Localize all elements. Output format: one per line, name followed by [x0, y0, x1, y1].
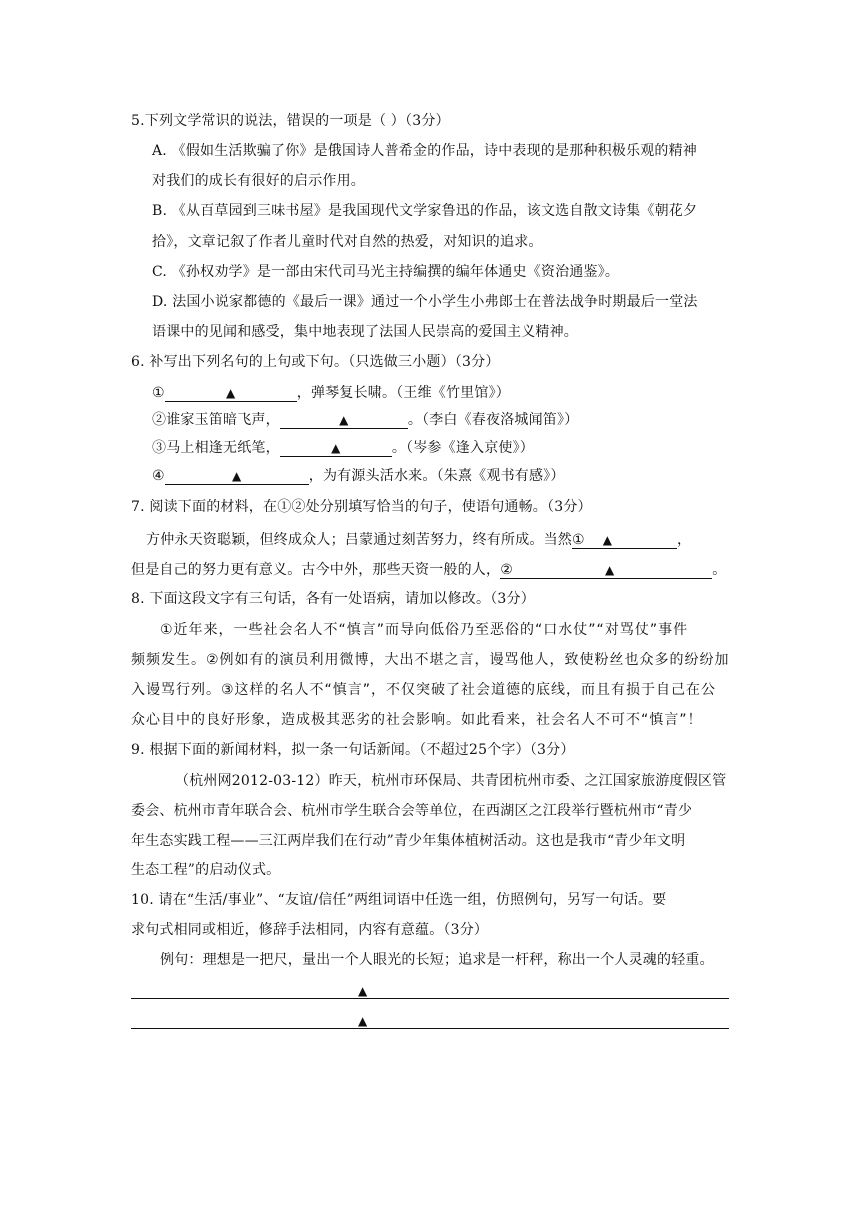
q5-option-a-line1: A. 《假如生活欺骗了你》是俄国诗人普希金的作品，诗中表现的是那种积极乐观的精神 — [152, 143, 698, 159]
q8-passage-line1: ①近年来，一些社会名人不“慎言”而导向低俗乃至恶俗的“口水仗”“对骂仗”事件 — [160, 622, 689, 638]
triangle-marker-icon: ▲ — [331, 441, 341, 455]
q7-stem: 7. 阅读下面的材料，在①②处分别填写恰当的句子，使语句通畅。（3分） — [131, 499, 592, 515]
q6-item-2 — [152, 410, 578, 430]
q7-blank-1-number: ① — [572, 532, 585, 548]
q6-answer-blank-3[interactable] — [280, 440, 392, 457]
q9-news-line1: （杭州网2012-03-12）昨天，杭州市环保局、共青团杭州市委、之江国家旅游度假区管 — [175, 773, 727, 789]
q6-item-3-prefix: ③马上相逢无纸笔， — [152, 440, 280, 456]
triangle-marker-icon: ▲ — [358, 1014, 368, 1028]
q9-stem: 9. 根据下面的新闻材料，拟一条一句话新闻。（不超过25个字）（3分） — [131, 742, 575, 758]
q10-answer-line-2[interactable] — [131, 1028, 729, 1029]
triangle-marker-icon: ▲ — [602, 533, 613, 547]
q8-stem: 8. 下面这段文字有三句话，各有一处语病，请加以修改。（3分） — [131, 591, 535, 607]
q6-item-1-suffix: ，弹琴复长啸。（王维《竹里馆》） — [296, 385, 510, 401]
q6-answer-blank-1[interactable] — [165, 385, 297, 402]
triangle-marker-icon: ▲ — [232, 469, 242, 483]
triangle-marker-icon: ▲ — [226, 386, 236, 400]
q9-news-line3: 年生态实践工程——三江两岸我们在行动”青少年集体植树活动。这也是我市“青少年文明 — [131, 833, 686, 849]
q6-item-4-suffix: ，为有源头活水来。（朱熹《观书有感》） — [308, 468, 565, 484]
q7-passage-line2-text: 但是自己的努力更有意义。古今中外，那些天资一般的人， — [131, 562, 501, 578]
q7-answer-blank-2[interactable] — [500, 562, 712, 579]
q5-option-c: C. 《孙权劝学》是一部由宋代司马光主持编撰的编年体通史《资治通鉴》。 — [152, 264, 620, 280]
q5-option-d-line1: D. 法国小说家都德的《最后一课》通过一个小学生小弗郎士在普法战争时期最后一堂法 — [152, 294, 698, 310]
q7-passage-line1-text: 方仲永天资聪颖，但终成众人；吕蒙通过刻苦努力，终有所成。当然 — [146, 532, 572, 548]
q8-passage-line3: 入谩骂行列。③这样的名人不“慎言”，不仅突破了社会道德的底线，而且有损于自己在公 — [131, 682, 717, 698]
q10-answer-line-1[interactable] — [131, 998, 729, 999]
q9-news-line2: 委会、杭州市青年联合会、杭州市学生联合会等单位，在西湖区之江段举行暨杭州市“青少 — [131, 803, 693, 819]
q8-passage-line2: 频频发生。②例如有的演员利用微博，大出不堪之言，谩骂他人，致使粉丝也众多的纷纷加 — [131, 652, 730, 668]
q6-stem: 6. 补写出下列名句的上句或下句。（只选做三小题）（3分） — [131, 354, 500, 370]
triangle-marker-icon: ▲ — [604, 563, 615, 577]
q6-item-1 — [152, 383, 510, 403]
q7-blank-2-number: ② — [500, 562, 513, 578]
q7-passage-line2 — [131, 560, 726, 580]
q7-passage-line1 — [146, 530, 691, 550]
q6-item-4-prefix: ④ — [152, 468, 165, 484]
q5-option-b-line2: 拾》，文章记叙了作者儿童时代对自然的热爱，对知识的追求。 — [152, 234, 543, 250]
triangle-marker-icon: ▲ — [358, 984, 368, 998]
q5-stem: 5.下列文学常识的说法，错误的一项是（ ）（3分） — [131, 113, 450, 129]
q5-option-d-line2: 语课中的见闻和感受，集中地表现了法国人民崇高的爱国主义精神。 — [152, 324, 578, 340]
q6-answer-blank-4[interactable] — [165, 468, 309, 485]
q6-item-2-suffix: 。（李白《春夜洛城闻笛》） — [407, 412, 579, 428]
q6-item-1-prefix: ① — [152, 385, 165, 401]
q10-example: 例句：理想是一把尺，量出一个人眼光的长短；追求是一杆秤，称出一个人灵魂的轻重。 — [160, 952, 714, 968]
q6-item-3-suffix: 。（岑参《逢入京使》） — [391, 440, 535, 456]
q6-answer-blank-2[interactable] — [280, 412, 408, 429]
triangle-marker-icon: ▲ — [339, 413, 349, 427]
q7-passage-line1-end: ， — [677, 532, 692, 548]
q8-passage-line4: 众心目中的良好形象，造成极其恶劣的社会影响。如此看来，社会名人不可不“慎言”！ — [131, 712, 703, 728]
q9-news-line4: 生态工程”的启动仪式。 — [131, 862, 281, 878]
q7-answer-blank-1[interactable] — [572, 532, 677, 549]
q10-stem-line2: 求句式相同或相近，修辞手法相同，内容有意蕴。（3分） — [131, 922, 489, 938]
q5-option-a-line2: 对我们的成长有很好的启示作用。 — [152, 173, 365, 189]
q5-option-b-line1: B. 《从百草园到三味书屋》是我国现代文学家鲁迅的作品，该文选自散文诗集《朝花夕 — [152, 203, 698, 219]
q6-item-3 — [152, 438, 534, 458]
q6-item-2-prefix: ②谁家玉笛暗飞声， — [152, 412, 280, 428]
q7-passage-line2-end: 。 — [712, 562, 727, 578]
q6-item-4 — [152, 466, 565, 486]
q10-stem-line1: 10. 请在“生活/事业”、“友谊/信任”两组词语中任选一组，仿照例句，另写一句话。要 — [131, 892, 667, 908]
